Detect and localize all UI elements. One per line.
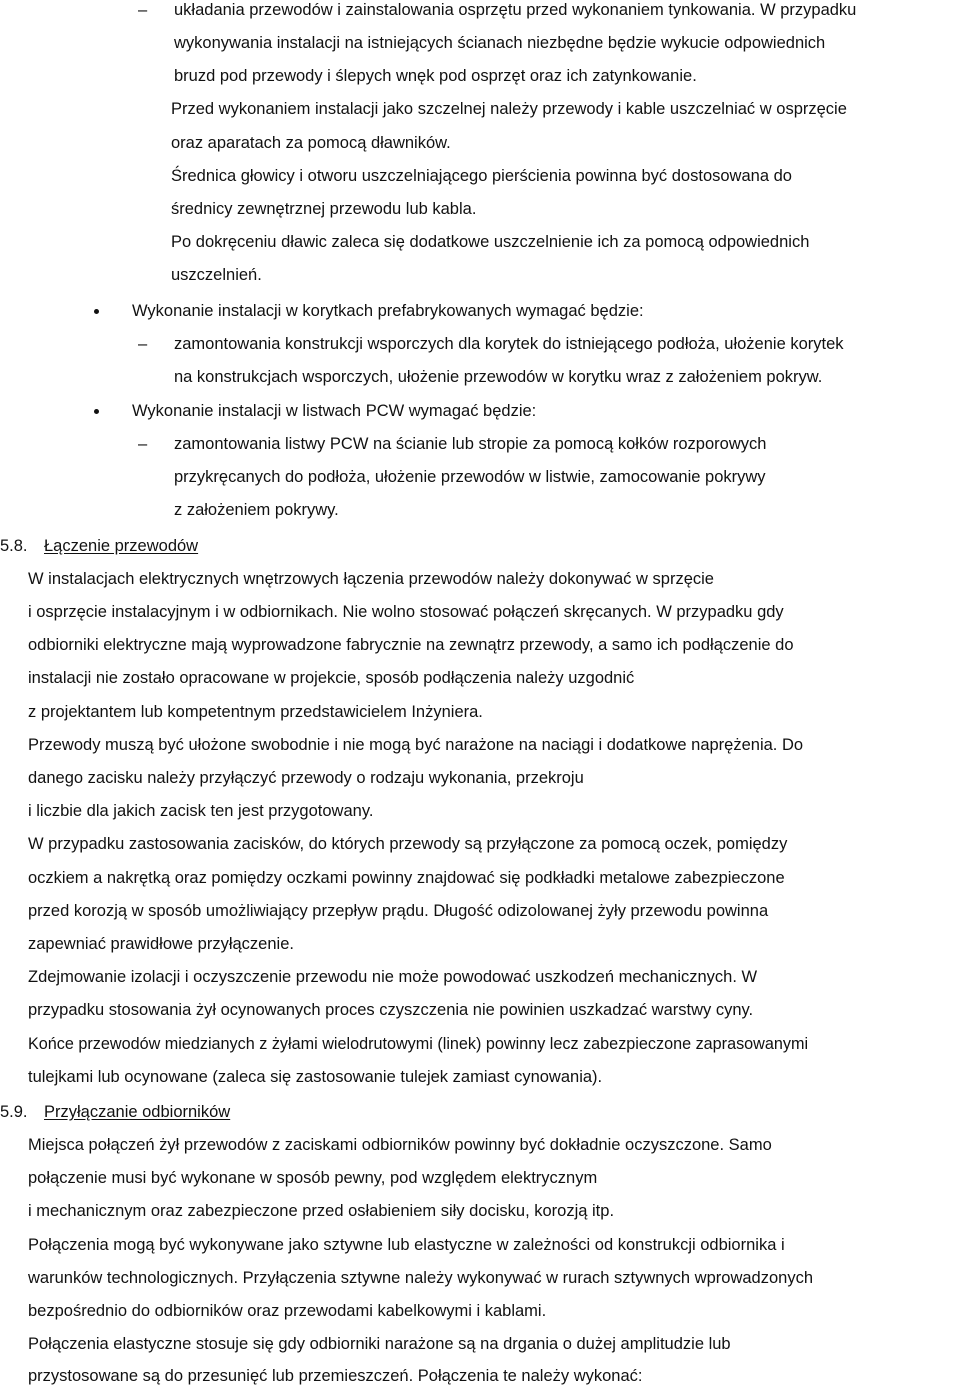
paragraph-line: tulejkami lub ocynowane (zaleca się zastosowanie tulejek zamiast cynowania). xyxy=(28,1068,603,1086)
bullet-dot xyxy=(94,309,99,314)
section-number: 5.9. xyxy=(0,1103,28,1121)
text-line: Średnica głowicy i otworu uszczelniającego pierścienia powinna być dostosowana do xyxy=(171,167,792,185)
text-line: bruzd pod przewody i ślepych wnęk pod osprzęt oraz ich zatynkowanie. xyxy=(174,67,697,85)
text-line: na konstrukcjach wsporczych, ułożenie przewodów w korytku wraz z założeniem pokryw. xyxy=(174,368,823,386)
text-line: Po dokręceniu dławic zaleca się dodatkowe uszczelnienie ich za pomocą odpowiednich xyxy=(171,233,810,251)
paragraph-line: W instalacjach elektrycznych wnętrzowych łączenia przewodów należy dokonywać w sprzęcie xyxy=(28,570,714,588)
text-line: średnicy zewnętrznej przewodu lub kabla. xyxy=(171,200,477,218)
paragraph-line: przed korozją w sposób umożliwiający przepływ prądu. Długość odizolowanej żyły przewodu powinna xyxy=(28,902,769,920)
text-line: zamontowania listwy PCW na ścianie lub stropie za pomocą kołków rozporowych xyxy=(174,435,767,453)
section-number: 5.8. xyxy=(0,537,28,555)
paragraph-line: zapewniać prawidłowe przyłączenie. xyxy=(28,935,294,953)
paragraph-line: i mechanicznym oraz zabezpieczone przed osłabieniem siły docisku, korozją itp. xyxy=(28,1202,615,1220)
list-dash: – xyxy=(138,335,148,353)
text-line: oraz aparatach za pomocą dławników. xyxy=(171,134,451,152)
paragraph-line: i liczbie dla jakich zacisk ten jest przygotowany. xyxy=(28,802,374,820)
bullet-item-text: Wykonanie instalacji w korytkach prefabrykowanych wymagać będzie: xyxy=(132,302,644,320)
list-dash: – xyxy=(138,435,148,453)
bullet-item-text: Wykonanie instalacji w listwach PCW wymagać będzie: xyxy=(132,402,537,420)
paragraph-line: przystosowane są do przesunięć lub przemieszczeń. Połączenia te należy wykonać: xyxy=(28,1367,643,1385)
bullet-dot xyxy=(94,409,99,414)
paragraph-line: W przypadku zastosowania zacisków, do których przewody są przyłączone za pomocą oczek, pomiędzy xyxy=(28,835,788,853)
paragraph-line: Zdejmowanie izolacji i oczyszczenie przewodu nie może powodować uszkodzeń mechanicznych. W xyxy=(28,968,758,986)
paragraph-line: Miejsca połączeń żył przewodów z zaciskami odbiorników powinny być dokładnie oczyszczone. Samo xyxy=(28,1136,772,1154)
paragraph-line: połączenie musi być wykonane w sposób pewny, pod względem elektrycznym xyxy=(28,1169,598,1187)
paragraph-line: oczkiem a nakrętką oraz pomiędzy oczkami powinny znajdować się podkładki metalowe zabezpieczone xyxy=(28,869,785,887)
text-line: uszczelnień. xyxy=(171,266,262,284)
paragraph-line: warunków technologicznych. Przyłączenia sztywne należy wykonywać w rurach sztywnych wprowadzonych xyxy=(28,1269,813,1287)
text-line: układania przewodów i zainstalowania osprzętu przed wykonaniem tynkowania. W przypadku xyxy=(174,1,857,19)
text-line: wykonywania instalacji na istniejących ścianach niezbędne będzie wykucie odpowiednich xyxy=(174,34,826,52)
text-line: zamontowania konstrukcji wsporczych dla korytek do istniejącego podłoża, ułożenie korytek xyxy=(174,335,844,353)
section-title: Przyłączanie odbiorników xyxy=(44,1103,231,1121)
paragraph-line: Przewody muszą być ułożone swobodnie i nie mogą być narażone na naciągi i dodatkowe naprężenia. Do xyxy=(28,736,804,754)
paragraph-line: danego zacisku należy przyłączyć przewody o rodzaju wykonania, przekroju xyxy=(28,769,584,787)
paragraph-line: i osprzęcie instalacyjnym i w odbiornikach. Nie wolno stosować połączeń skręcanych. W przypadku gdy xyxy=(28,603,784,621)
list-dash: – xyxy=(138,1,148,19)
paragraph-line: instalacji nie zostało opracowane w projekcie, sposób podłączenia należy uzgodnić xyxy=(28,669,635,687)
text-line: z założeniem pokrywy. xyxy=(174,501,339,519)
paragraph-line: bezpośrednio do odbiorników oraz przewodami kabelkowymi i kablami. xyxy=(28,1302,547,1320)
paragraph-line: Końce przewodów miedzianych z żyłami wielodrutowymi (linek) powinny lecz zabezpieczone zaprasowanymi xyxy=(28,1035,809,1053)
text-line: Przed wykonaniem instalacji jako szczelnej należy przewody i kable uszczelniać w osprzęcie xyxy=(171,100,847,118)
paragraph-line: Połączenia elastyczne stosuje się gdy odbiorniki narażone są na drgania o dużej amplitudzie lub xyxy=(28,1335,731,1353)
paragraph-line: z projektantem lub kompetentnym przedstawicielem Inżyniera. xyxy=(28,703,483,721)
paragraph-line: odbiorniki elektryczne mają wyprowadzone fabrycznie na zewnątrz przewody, a samo ich podłączenie do xyxy=(28,636,794,654)
paragraph-line: przypadku stosowania żył ocynowanych proces czyszczenia nie powinien uszkadzać warstwy cyny. xyxy=(28,1001,754,1019)
text-line: przykręcanych do podłoża, ułożenie przewodów w listwie, zamocowanie pokrywy xyxy=(174,468,766,486)
section-title: Łączenie przewodów xyxy=(44,537,199,555)
paragraph-line: Połączenia mogą być wykonywane jako sztywne lub elastyczne w zależności od konstrukcji odbiornika i xyxy=(28,1236,785,1254)
